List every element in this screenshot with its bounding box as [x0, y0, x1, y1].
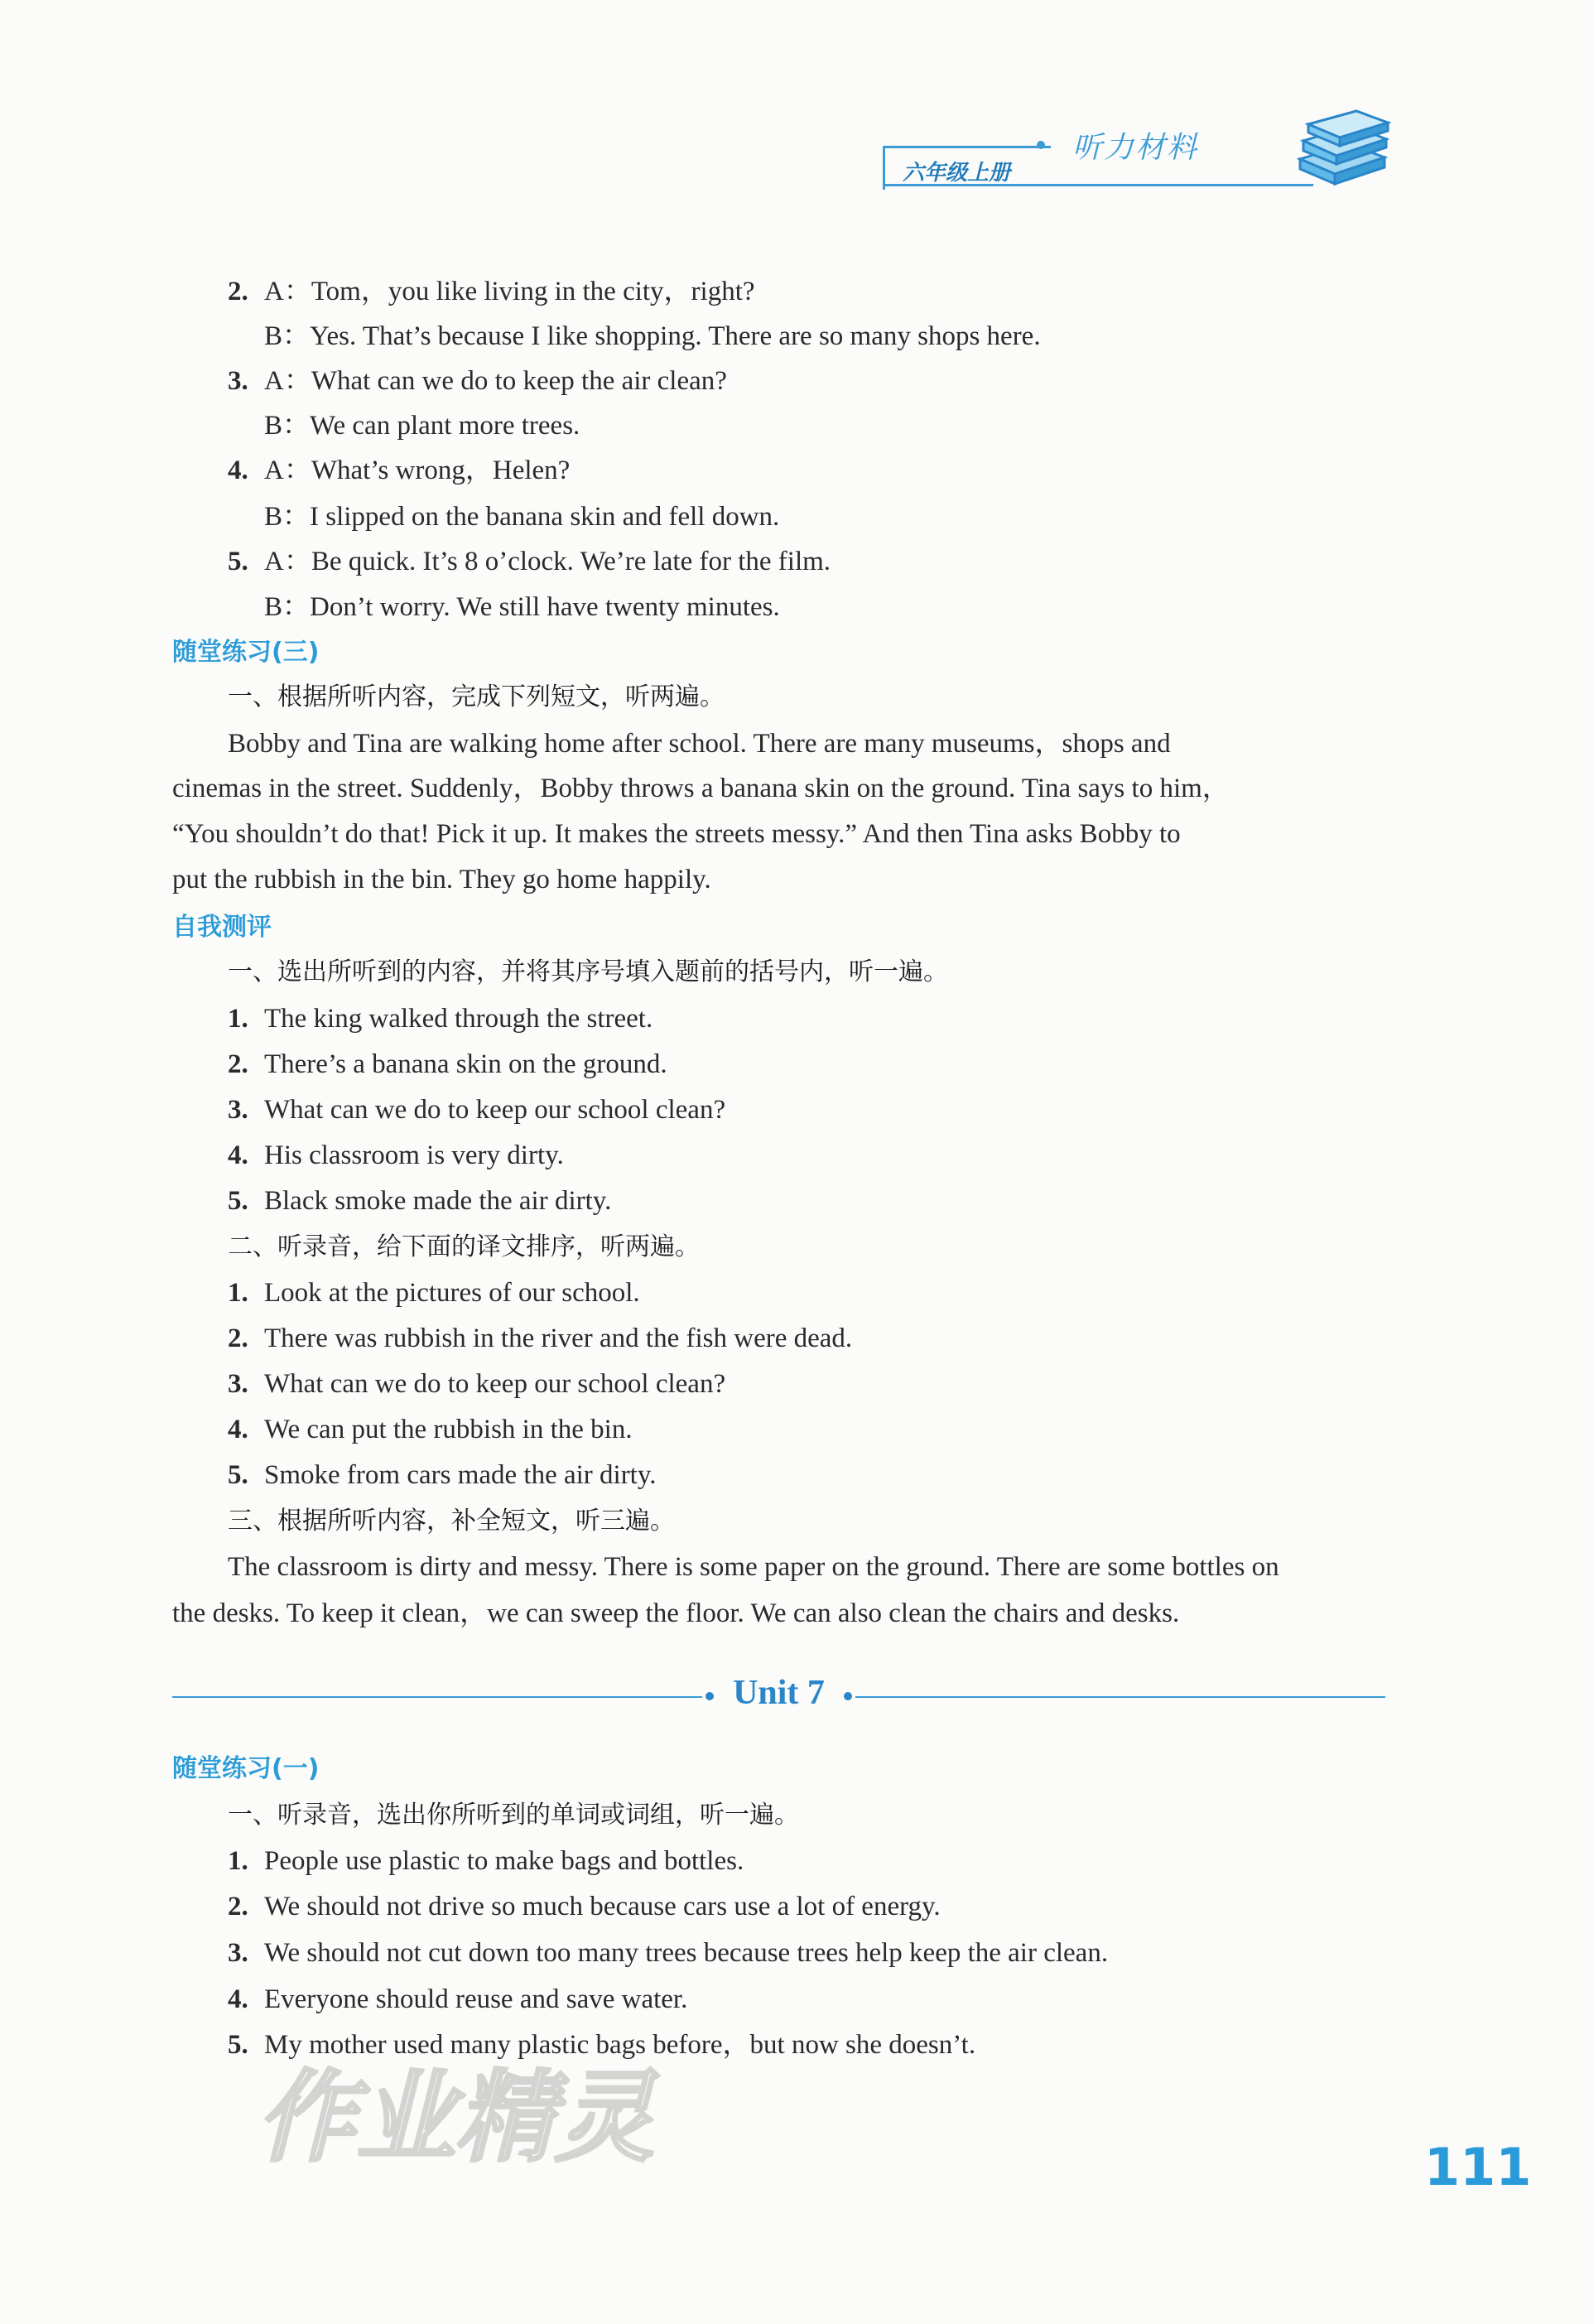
practice1-instruction: 一、听录音，选出你所听到的单词或词组，听一遍。: [228, 1801, 799, 1830]
grade-label: 六年级上册: [903, 161, 1011, 186]
dialogue-line: A：What can we do to keep the air clean?: [264, 366, 727, 396]
dialogue-2-a: [228, 275, 755, 308]
dialogue-4-a: [228, 454, 570, 487]
dialogue-3-a: [228, 364, 727, 398]
practice3-line-2: cinemas in the street. Suddenly，Bobby throws a banana skin on the ground. Tina says to him，: [172, 774, 1230, 803]
dialogue-line: A：What’s wrong，Helen?: [264, 456, 571, 485]
item-number: 1.: [228, 1004, 248, 1034]
item-number: 3.: [228, 1095, 248, 1125]
selftest-part2-item-3: [228, 1367, 725, 1401]
item-number: 5.: [228, 1460, 248, 1490]
unit-title: Unit 7: [733, 1674, 825, 1712]
item-text: Look at the pictures of our school.: [264, 1278, 640, 1308]
item-text: There’s a banana skin on the ground.: [264, 1049, 667, 1079]
selftest-part1-instruction: 一、选出所听到的内容，并将其序号填入题前的括号内，听一遍。: [228, 957, 948, 986]
dialogue-5-a: [228, 545, 831, 578]
selftest-part2-instruction: 二、听录音，给下面的译文排序，听两遍。: [228, 1232, 700, 1261]
selftest-part2-item-1: [228, 1276, 640, 1309]
item-number: 1.: [228, 1278, 248, 1308]
practice3-line-4: put the rubbish in the bin. They go home happily.: [172, 865, 711, 894]
item-text: We should not cut down too many trees because trees help keep the air clean.: [264, 1938, 1109, 1968]
item-text: Smoke from cars made the air dirty.: [264, 1460, 657, 1490]
practice1-title: 随堂练习(一): [172, 1754, 320, 1783]
item-number: 2.: [228, 1324, 248, 1353]
item-text: What can we do to keep our school clean?: [264, 1369, 726, 1399]
dialogue-5-b: B：Don’t worry. We still have twenty minutes.: [264, 592, 780, 622]
selftest-part1-item-3: [228, 1093, 725, 1126]
page-header: [878, 124, 1391, 199]
item-number: 3.: [228, 1938, 248, 1968]
practice1-item-4: [228, 1983, 687, 2016]
dialogue-4-b: B：I slipped on the banana skin and fell down.: [264, 502, 780, 532]
selftest-part3-instruction: 三、根据所听内容，补全短文，听三遍。: [228, 1507, 675, 1536]
practice3-instruction: 一、根据所听内容，完成下列短文，听两遍。: [228, 682, 725, 711]
item-number: 2.: [228, 277, 248, 306]
selftest-part3-line-2: the desks. To keep it clean，we can sweep the floor. We can also clean the chairs and desks.: [172, 1598, 1180, 1628]
unit-divider: [172, 1673, 1385, 1719]
item-number: 5.: [228, 547, 248, 576]
header-dot: [1037, 141, 1045, 149]
dialogue-line: A：Be quick. It’s 8 o’clock. We’re late for the film.: [264, 547, 831, 576]
selftest-part1-item-5: [228, 1184, 611, 1217]
divider-rule-right: [855, 1696, 1385, 1698]
practice3-line-3: “You shouldn’t do that! Pick it up. It makes the streets messy.” And then Tina asks Bobby to: [172, 819, 1181, 849]
practice1-item-2: [228, 1890, 941, 1923]
item-number: 5.: [228, 1186, 248, 1216]
watermark-logo: [248, 2054, 745, 2178]
dialogue-2-b: B：Yes. That’s because I like shopping. There are so many shops here.: [264, 321, 1041, 351]
item-text: His classroom is very dirty.: [264, 1140, 564, 1170]
selftest-title: 自我测评: [172, 913, 272, 942]
item-number: 4.: [228, 1140, 248, 1170]
item-number: 3.: [228, 366, 248, 396]
item-number: 3.: [228, 1369, 248, 1399]
practice3-title: 随堂练习(三): [172, 638, 320, 667]
section-title: 听力材料: [1072, 131, 1199, 165]
item-number: 1.: [228, 1846, 248, 1876]
divider-dot-right: [844, 1692, 852, 1700]
selftest-part1-item-2: [228, 1048, 667, 1081]
item-text: People use plastic to make bags and bottles.: [264, 1846, 744, 1876]
item-text: We can put the rubbish in the bin.: [264, 1415, 633, 1444]
practice1-item-3: [228, 1936, 1108, 1970]
item-number: 2.: [228, 1892, 248, 1921]
practice3-line-1: Bobby and Tina are walking home after school. There are many museums，shops and: [228, 729, 1171, 759]
selftest-part2-item-4: [228, 1413, 633, 1446]
selftest-part1-item-4: [228, 1139, 564, 1172]
dialogue-3-b: B：We can plant more trees.: [264, 411, 580, 441]
selftest-part3-line-1: The classroom is dirty and messy. There is some paper on the ground. There are some bottles on: [228, 1552, 1279, 1582]
dialogue-line: A：Tom，you like living in the city，right?: [264, 277, 755, 306]
item-text: The king walked through the street.: [264, 1004, 653, 1034]
item-text: There was rubbish in the river and the fish were dead.: [264, 1324, 853, 1353]
item-text: Black smoke made the air dirty.: [264, 1186, 612, 1216]
item-text: We should not drive so much because cars use a lot of energy.: [264, 1892, 941, 1921]
item-text: What can we do to keep our school clean?: [264, 1095, 726, 1125]
practice1-item-1: [228, 1844, 744, 1878]
item-number: 4.: [228, 1415, 248, 1444]
books-stack-icon: [1292, 108, 1391, 190]
selftest-part2-item-5: [228, 1459, 656, 1492]
selftest-part1-item-1: [228, 1002, 653, 1035]
item-text: Everyone should reuse and save water.: [264, 1984, 688, 2014]
page-number: 111: [1424, 2137, 1532, 2197]
item-text: My mother used many plastic bags before，but now she doesn’t.: [264, 2030, 976, 2060]
selftest-part2-item-2: [228, 1322, 852, 1355]
watermark-text: 作业精灵: [257, 2061, 654, 2176]
item-number: 4.: [228, 456, 248, 485]
item-number: 5.: [228, 2030, 248, 2060]
item-number: 4.: [228, 1984, 248, 2014]
item-number: 2.: [228, 1049, 248, 1079]
